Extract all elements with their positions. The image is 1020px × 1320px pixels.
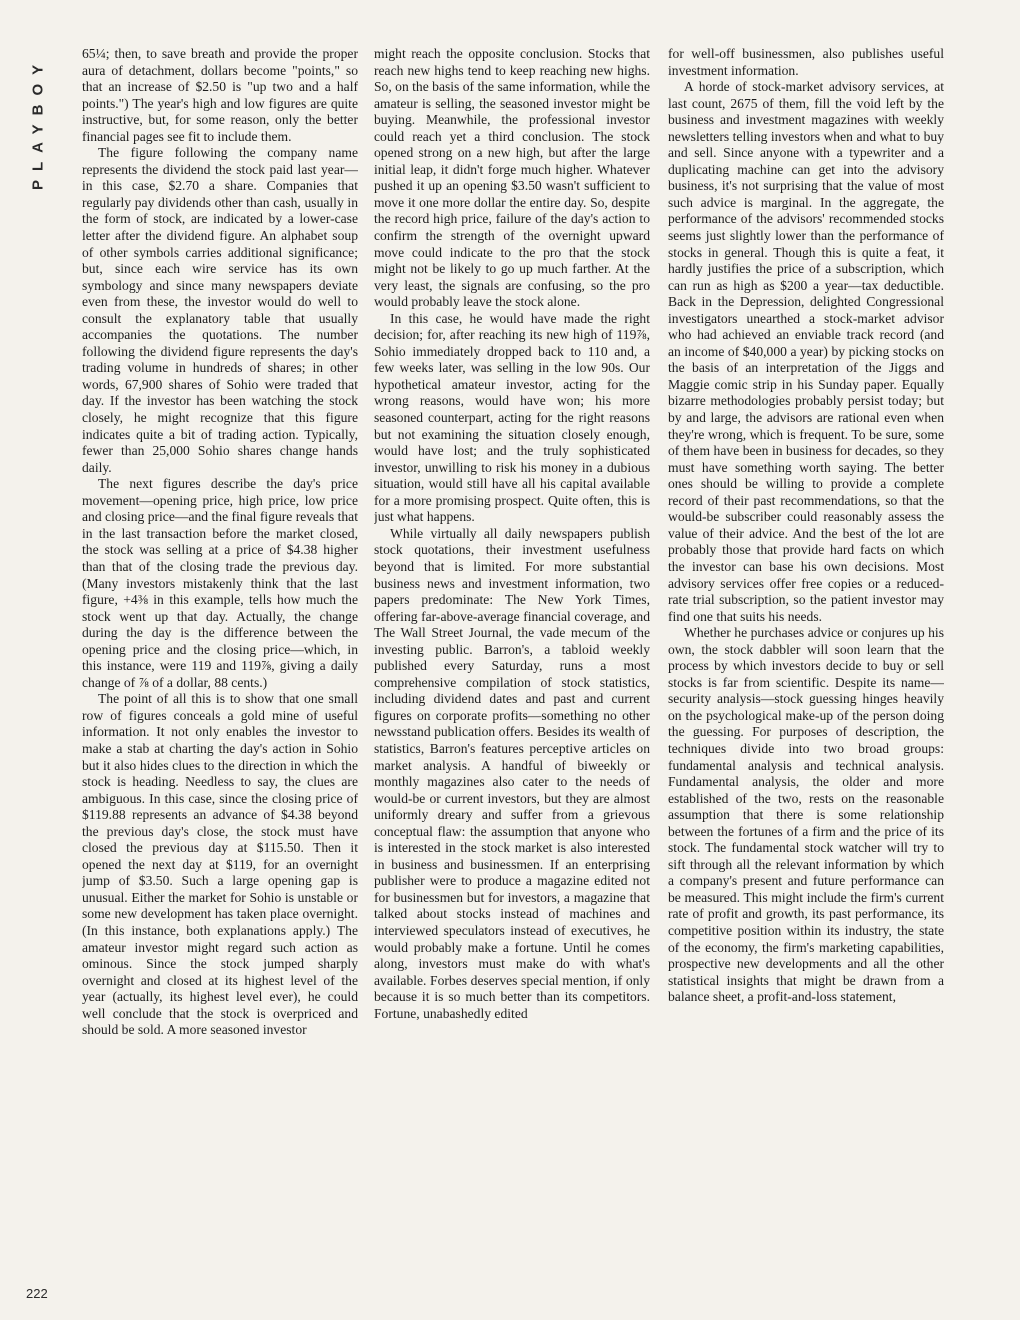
paragraph: Whether he purchases advice or conjures up his own, the stock dabbler will soon learn that the process by which investors decide to buy or sell stocks is far from scientific. Despite its name—security analysis—stock guessing hinges heavily on the psychological make-up of the person doing the guessing. For purposes of description, the techniques divide into two broad groups: fundamental analysis and technical analysis. Fundamental analysis, the older and more established of the two, rests on the reasonable assumption that there is some relationship between the fortunes of a firm and the price of its stock. The fundamental stock watcher will try to sift through all the relevant information by which a company's present and future performance can be measured. This might include the firm's current rate of profit and growth, its past performance, its competitive position within its industry, the state of the economy, the firm's marketing capabilities, prospective new developments and all the other statistical insights that might be drawn from a balance sheet, a profit-and-loss statement, (668, 625, 944, 1005)
paragraph: for well-off businessmen, also publishes useful investment information. (668, 46, 944, 78)
page-number: 222 (26, 1286, 48, 1301)
paragraph: The next figures describe the day's price movement—opening price, high price, low price and closing price—and the final figure reveals that in the last transaction before the market closed, the stock was selling at a price of $4.38 higher than that of the closing trade the previous day. (Many investors mistakenly think that the last figure, +4⅜ in this example, tells how much the stock went up that day. Actually, the change during the day is the difference between the opening price and the closing price—which, in this instance, were 119 and 119⅞, giving a daily change of ⅞ of a dollar, 88 cents.) (82, 476, 358, 690)
paragraph: might reach the opposite conclusion. Stocks that reach new highs tend to keep reaching new highs. So, on the basis of the same information, while the amateur is selling, the seasoned investor might be buying. Meanwhile, the professional investor could reach yet a third conclusion. The stock opened strong on a new high, but after the large initial leap, it didn't forge much higher. Whatever pushed it up an opening $3.50 wasn't sufficient to move it one more dollar the entire day. So, despite the record high price, failure of the day's action to confirm the strength of the overnight upward move could indicate to the pro that the stock might not be likely to go up much farther. At the very least, the signals are confusing, so the pro would probably leave the stock alone. (374, 46, 650, 310)
text-column-1 (82, 46, 358, 1308)
paragraph: A horde of stock-market advisory services, at last count, 2675 of them, fill the void left by the business and investment magazines with weekly newsletters telling investors when and what to buy and sell. Since anyone with a typewriter and a duplicating machine can get into the advisory business, it's not surprising that the value of most such advice is marginal. In the aggregate, the performance of the advisors' recommended stocks seems just slightly lower than the performance of stocks in general. Though this is quite a feat, it hardly justifies the price of a subscription, which can run as high as $200 a year—tax deductible. Back in the Depression, delighted Congressional investigators unearthed a stock-market advisor who had achieved an enviable track record (and an income of $40,000 a year) by picking stocks on the basis of an interpretation of the Jiggs and Maggie comic strip in his Sunday paper. Equally bizarre methodologies probably persist today; but by and large, the advisors are rational even when they're wrong, which is frequent. To be sure, some of them have been in business for decades, so they must have something worth saying. The better ones should be willing to provide a complete record of their past recommendations, so that the would-be subscriber could reasonably assess the value of their advice. And the best of the lot are probably those that provide hard facts on which the investor can base his own decisions. Most advisory services offer free copies or a reduced-rate trial subscription, so the patient investor may find one that suits his needs. (668, 79, 944, 624)
text-column-2 (374, 46, 650, 1308)
paragraph: The figure following the company name represents the dividend the stock paid last year—in this case, $2.70 a share. Companies that regularly pay dividends other than cash, usually in the form of stock, are indicated by a lower-case letter after the dividend figure. An alphabet soup of other symbols carries additional significance; but, since each wire service has its own symbology and since many newspapers deviate even from these, the investor would do well to consult the explanatory table that usually accompanies the quotations. The number following the dividend figure represents the day's trading volume in hundreds of shares; in other words, 67,900 shares of Sohio were traded that day. If the investor has been watching the stock closely, he might recognize that this figure indicates quite a bit of trading action. Typically, fewer than 25,000 Sohio shares change hands daily. (82, 145, 358, 475)
text-column-3 (668, 46, 944, 1308)
magazine-name-running-head: PLAYBOY (29, 55, 47, 190)
paragraph: While virtually all daily newspapers publish stock quotations, their investment usefulness beyond that is limited. For more substantial business news and investment information, two papers predominate: The New York Times, offering far-above-average financial coverage, and The Wall Street Journal, the vade mecum of the investing public. Barron's, a tabloid weekly published every Saturday, runs a most comprehensive compilation of stock statistics, including dividend dates and past and current figures on corporate profits—something no other newsstand publication offers. Besides its wealth of statistics, Barron's features perceptive articles on market analysis. A handful of biweekly or monthly magazines also cater to the needs of would-be or current investors, but they are almost uniformly dreary and suffer from a grievous conceptual flaw: the assumption that anyone who is interested in the stock market is also interested in business and businessmen. If an enterprising publisher were to produce a magazine edited not for businessmen but for investors, a magazine that talked about stocks instead of machines and interviewed speculators instead of executives, he would probably make a fortune. Until he comes along, investors must make do with what's available. Forbes deserves special mention, if only because it is so much better than its competitors. Fortune, unabashedly edited (374, 525, 650, 1021)
paragraph: In this case, he would have made the right decision; for, after reaching its new high of 119⅞, Sohio immediately dropped back to 110 and, a few weeks later, was selling in the low 90s. Our hypothetical amateur investor, acting for the wrong reasons, would have won; his more seasoned counterpart, acting for the right reasons but not examining the situation closely enough, would have lost; and the truly sophisticated investor, unwilling to risk his money in a dubious situation, would still have all his capital available for a more promising prospect. Quite often, this is just what happens. (374, 310, 650, 525)
paragraph: The point of all this is to show that one small row of figures conceals a gold mine of useful information. It not only enables the investor to make a stab at charting the day's action in Sohio but it also hides clues to the direction in which the stock is heading. Needless to say, the clues are ambiguous. In this case, since the closing price of $119.88 represents an advance of $4.38 beyond the previous day's close, the stock must have closed the previous day at $115.50. Then it opened the next day at $119, for an overnight jump of $3.50. Such a large opening gap is unusual. Either the market for Sohio is unstable or some new development has taken place overnight. (In this instance, both explanations apply.) The amateur investor might regard such action as ominous. Since the stock jumped sharply overnight and closed at its highest level of the year (actually, its highest level ever), he could well conclude that the stock is overpriced and should be sold. A more seasoned investor (82, 691, 358, 1038)
paragraph: 65¼; then, to save breath and provide the proper aura of detachment, dollars become "points," so that an increase of $2.50 is "up two and a half points.") The year's high and low figures are quite instructive, but, for some reason, only the better financial pages see fit to include them. (82, 46, 358, 144)
